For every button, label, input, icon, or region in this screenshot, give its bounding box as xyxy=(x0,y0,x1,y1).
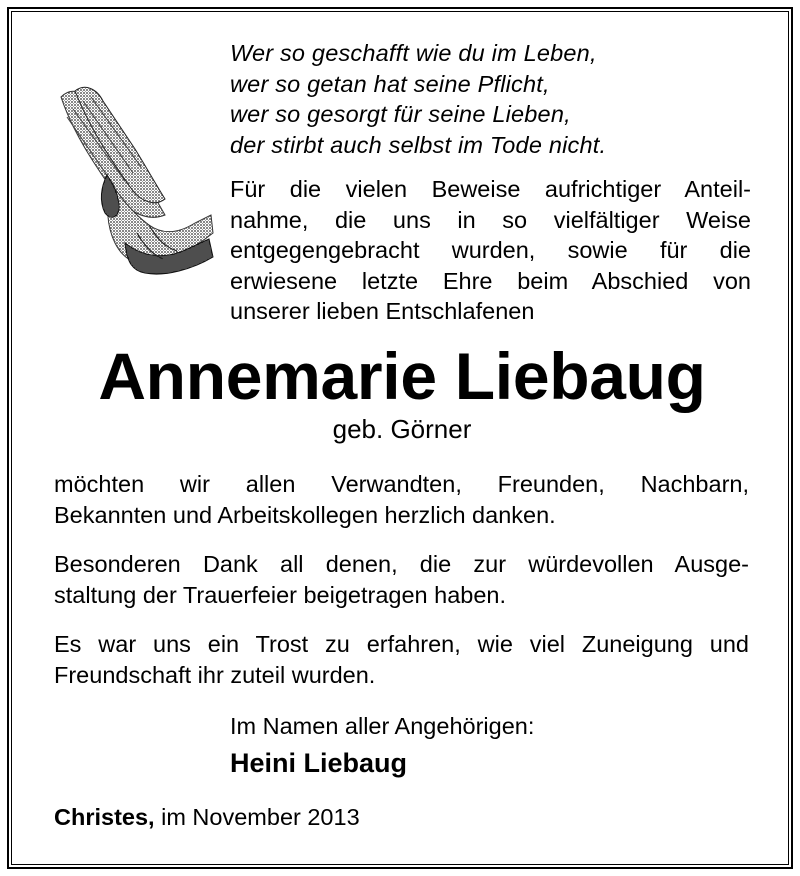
paragraph-line: Besonderen Dank all denen, die zur würdevollen Ausge- xyxy=(54,551,749,577)
thanks-line: erwiesene letzte Ehre beim Abschied von xyxy=(230,267,751,294)
thanks-paragraph xyxy=(54,469,749,530)
thanks-line: entgegengebracht wurden, sowie für die xyxy=(230,237,751,264)
memorial-poem xyxy=(230,38,770,160)
closing-line: Im Namen aller Angehörigen: xyxy=(230,713,535,739)
poem-line: wer so gesorgt für seine Lieben, xyxy=(230,101,571,127)
paragraph-line: Es war uns ein Trost zu erfahren, wie viel Zuneigung und xyxy=(54,631,749,657)
comfort-paragraph xyxy=(54,629,749,690)
paragraph-line: staltung der Trauerfeier beigetragen haben. xyxy=(54,581,507,608)
praying-hands-icon xyxy=(53,83,215,279)
place-date-text: im November 2013 xyxy=(154,804,360,830)
signer-name: Heini Liebaug xyxy=(230,748,408,778)
place-date xyxy=(54,802,360,832)
maiden-name: geb. Görner xyxy=(332,414,472,444)
thanks-line: Für die vielen Beweise aufrichtiger Anteil- xyxy=(230,176,751,202)
obituary-notice xyxy=(7,7,793,869)
paragraph-line: Bekannten und Arbeitskollegen herzlich danken. xyxy=(54,501,556,528)
deceased-name: Annemarie Liebaug xyxy=(98,339,706,413)
paragraph-line: Freundschaft ihr zuteil wurden. xyxy=(54,661,376,688)
poem-line: wer so getan hat seine Pflicht, xyxy=(230,70,550,97)
thanks-intro xyxy=(230,174,751,327)
place-town: Christes, xyxy=(54,804,155,830)
paragraph-line: möchten wir allen Verwandten, Freunden, Nachbarn, xyxy=(54,471,749,497)
poem-line: Wer so geschafft wie du im Leben, xyxy=(230,40,597,66)
poem-line: der stirbt auch selbst im Tode nicht. xyxy=(230,131,607,158)
thanks-line: unserer lieben Entschlafenen xyxy=(230,298,535,325)
special-thanks-paragraph xyxy=(54,549,749,610)
thanks-line: nahme, die uns in so vielfältiger Weise xyxy=(230,206,751,233)
